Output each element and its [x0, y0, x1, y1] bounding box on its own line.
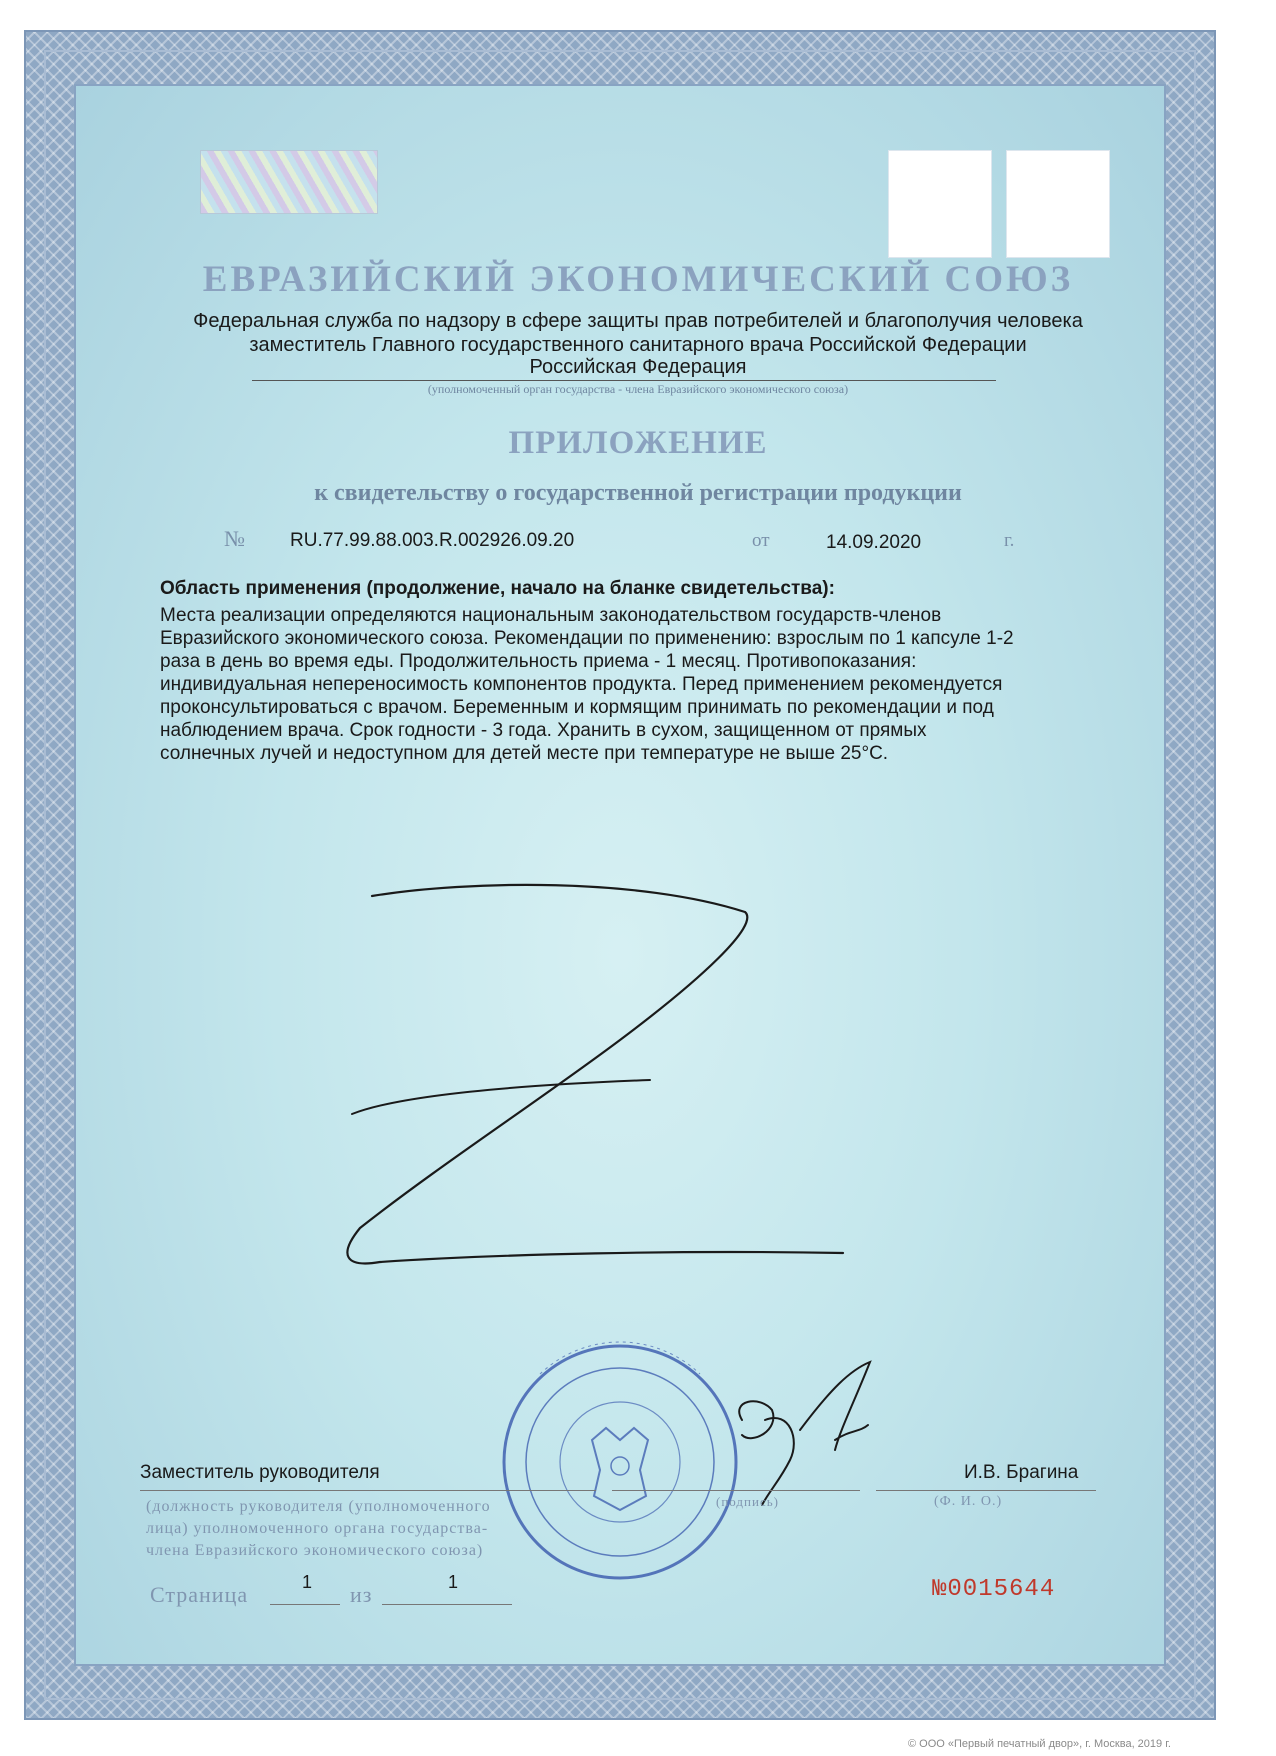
signature-line — [612, 1490, 860, 1491]
registration-number: RU.77.99.88.003.R.002926.09.20 — [290, 530, 575, 551]
body-line: индивидуальная непереносимость компонентов продукта. Перед применением рекомендуется — [160, 674, 1003, 695]
body-line: Евразийского экономического союза. Рекомендации по применению: взрослым по 1 капсуле 1-2 — [160, 628, 1014, 649]
of-label: из — [350, 1582, 373, 1607]
authority-line-2: заместитель Главного государственного санитарного врача Российской Федерации — [249, 334, 1027, 356]
position-line — [140, 1490, 596, 1491]
signatory-position: Заместитель руководителя — [140, 1462, 380, 1483]
appendix-subtitle: к свидетельству о государственной регистрации продукции — [314, 480, 962, 506]
section-heading: Область применения (продолжение, начало на бланке свидетельства): — [160, 578, 835, 599]
page-label: Страница — [150, 1582, 249, 1607]
page-total: 1 — [448, 1572, 459, 1592]
body-line: раза в день во время еды. Продолжительность приема - 1 месяц. Противопоказания: — [160, 651, 917, 672]
signatory-name: И.В. Брагина — [964, 1462, 1079, 1483]
body-line: Места реализации определяются национальным законодательством государств-членов — [160, 605, 942, 626]
registration-date: 14.09.2020 — [826, 532, 922, 553]
body-line: солнечных лучей и недоступном для детей месте при температуре не выше 25°C. — [160, 743, 889, 764]
date-label: от — [752, 530, 770, 551]
authority-line-1: Федеральная служба по надзору в сфере защиты прав потребителей и благополучия человека — [193, 310, 1083, 332]
authority-caption: (уполномоченный орган государства - члена Евразийского экономического союза) — [427, 382, 849, 396]
position-caption-1: (должность руководителя (уполномоченного — [146, 1498, 491, 1515]
printer-copyright: © ООО «Первый печатный двор», г. Москва, 2019 г. — [908, 1738, 1171, 1750]
serial-number: №0015644 — [932, 1576, 1056, 1603]
year-suffix: г. — [1004, 530, 1015, 551]
union-title: ЕВРАЗИЙСКИЙ ЭКОНОМИЧЕСКИЙ СОЮЗ — [202, 259, 1074, 300]
body-line: наблюдением врача. Срок годности - 3 года. Хранить в сухом, защищенном от прямых — [160, 720, 927, 741]
number-label: № — [224, 526, 245, 551]
name-line — [876, 1490, 1096, 1491]
name-caption: (Ф. И. О.) — [934, 1494, 1003, 1509]
authority-line-3: Российская Федерация — [529, 356, 747, 378]
page-total-line — [382, 1604, 512, 1605]
position-caption-3: члена Евразийского экономического союза) — [146, 1542, 484, 1559]
signature-caption: (подпись) — [716, 1494, 779, 1509]
appendix-title: ПРИЛОЖЕНИЕ — [508, 425, 768, 461]
page-number-line — [270, 1604, 340, 1605]
page-number: 1 — [302, 1572, 313, 1592]
body-line: проконсультироваться с врачом. Беременным и кормящим принимать по рекомендации и под — [160, 697, 994, 718]
position-caption-2: лица) уполномоченного органа государства- — [146, 1520, 489, 1537]
